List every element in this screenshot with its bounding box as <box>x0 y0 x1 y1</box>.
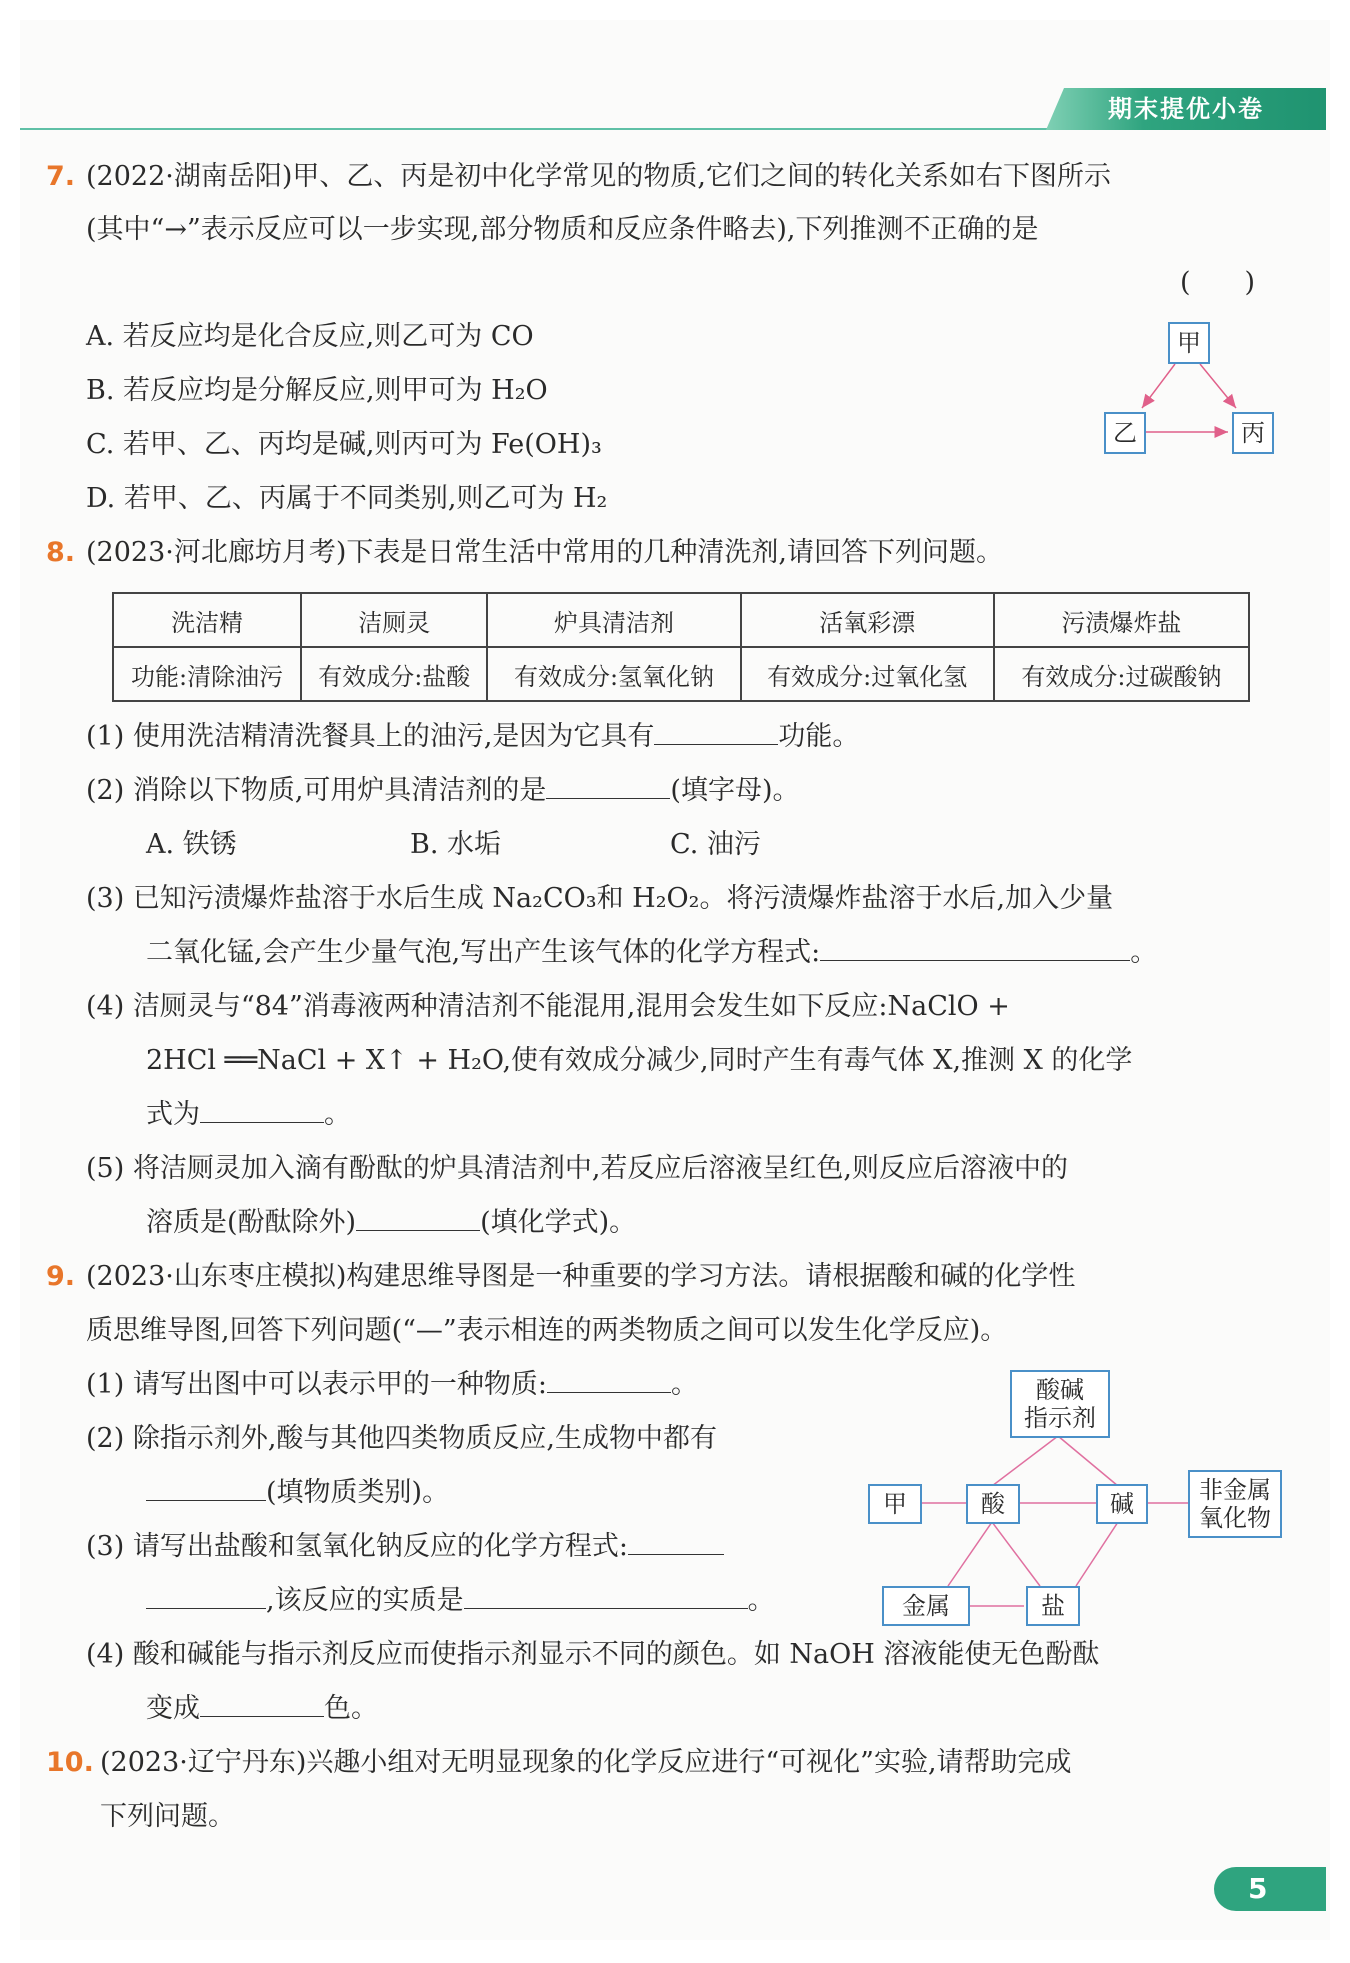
page-number: 5 <box>1248 1872 1268 1905</box>
q7-option-d: D. 若甲、乙、丙属于不同类别,则乙可为 H₂ <box>86 483 608 514</box>
q8-option-b: B. 水垢 <box>410 829 502 860</box>
q8-part4-text: 式为 <box>146 1099 200 1130</box>
table-header-cell: 洗洁精 <box>113 593 301 647</box>
question-7-line1: (2022·湖南岳阳)甲、乙、丙是初中化学常见的物质,它们之间的转化关系如右下图所示 <box>86 161 1111 192</box>
q9-node-indicator-l1: 酸碱 <box>1036 1376 1084 1404</box>
q9-part2-line1: (2) 除指示剂外,酸与其他四类物质反应,生成物中都有 <box>86 1423 717 1454</box>
q7-option-c: C. 若甲、乙、丙均是碱,则丙可为 Fe(OH)₃ <box>86 429 602 460</box>
table-header-cell: 洁厕灵 <box>301 593 487 647</box>
q9-part4-end: 色。 <box>324 1693 378 1724</box>
q9-part4-text: 变成 <box>146 1693 200 1724</box>
q8-part5-text: 溶质是(酚酞除外) <box>146 1207 357 1238</box>
table-cell: 功能:清除油污 <box>113 647 301 701</box>
q9-part1-text: (1) 请写出图中可以表示甲的一种物质: <box>86 1369 547 1400</box>
q9-node-nonmetal-oxide <box>1188 1470 1282 1538</box>
q9-part1-end: 。 <box>670 1369 698 1400</box>
q9-node-salt: 盐 <box>1026 1586 1080 1626</box>
question-10-line1: (2023·辽宁丹东)兴趣小组对无明显现象的化学反应进行“可视化”实验,请帮助完成 <box>100 1747 1072 1778</box>
q8-part1-end: 功能。 <box>778 721 860 752</box>
q9-part3-text: (3) 请写出盐酸和氢氧化钠反应的化学方程式: <box>86 1531 628 1562</box>
q9-node-jia: 甲 <box>868 1484 922 1524</box>
q9-node-metal: 金属 <box>882 1586 970 1626</box>
table-header-cell: 活氧彩漂 <box>741 593 994 647</box>
question-8-number: 8. <box>46 537 76 568</box>
q9-node-nonmetal-l2: 氧化物 <box>1199 1504 1271 1532</box>
q8-part3-text: 二氧化锰,会产生少量气泡,写出产生该气体的化学方程式: <box>146 937 821 968</box>
question-9-number: 9. <box>46 1261 76 1292</box>
q9-node-indicator <box>1010 1370 1110 1438</box>
table-cell: 有效成分:过碳酸钠 <box>994 647 1249 701</box>
q8-part3-end: 。 <box>1130 937 1158 968</box>
question-7-line2: (其中“→”表示反应可以一步实现,部分物质和反应条件略去),下列推测不正确的是 <box>86 214 1039 245</box>
q9-node-base: 碱 <box>1096 1484 1148 1524</box>
question-7-number: 7. <box>46 161 76 192</box>
table-cell: 有效成分:氢氧化钠 <box>487 647 740 701</box>
q8-part4-end: 。 <box>324 1099 351 1130</box>
q8-part5-line1: (5) 将洁厕灵加入滴有酚酞的炉具清洁剂中,若反应后溶液呈红色,则反应后溶液中的 <box>86 1153 1068 1184</box>
question-9-line2: 质思维导图,回答下列问题(“—”表示相连的两类物质之间可以发生化学反应)。 <box>86 1315 1008 1346</box>
question-8-stem: (2023·河北廊坊月考)下表是日常生活中常用的几种清洗剂,请回答下列问题。 <box>86 537 1003 568</box>
q8-part1-text: (1) 使用洗洁精清洗餐具上的油污,是因为它具有 <box>86 721 655 752</box>
answer-bracket[interactable]: ( ) <box>1180 267 1256 298</box>
q7-node-yi: 乙 <box>1104 412 1146 454</box>
q8-option-c: C. 油污 <box>670 829 761 860</box>
q8-part4-line2: 2HCl ══NaCl + X↑ + H₂O,使有效成分减少,同时产生有毒气体 X,推测 X 的化学 <box>146 1045 1133 1076</box>
q9-node-indicator-l2: 指示剂 <box>1024 1404 1096 1432</box>
q8-part2-text: (2) 消除以下物质,可用炉具清洁剂的是 <box>86 775 547 806</box>
q8-part4-line1: (4) 洁厕灵与“84”消毒液两种清洁剂不能混用,混用会发生如下反应:NaClO + <box>86 991 1010 1022</box>
q9-part3-end: 。 <box>747 1585 775 1616</box>
q9-node-acid: 酸 <box>966 1484 1020 1524</box>
q7-option-a: A. 若反应均是化合反应,则乙可为 CO <box>86 321 534 352</box>
q7-node-bing: 丙 <box>1232 412 1274 454</box>
q9-part2-text: (填物质类别)。 <box>266 1477 450 1508</box>
q8-part5-end: (填化学式)。 <box>480 1207 637 1238</box>
table-cell: 有效成分:盐酸 <box>301 647 487 701</box>
header-tab-label: 期末提优小卷 <box>1108 95 1264 123</box>
table-cell: 有效成分:过氧化氢 <box>741 647 994 701</box>
q7-node-jia: 甲 <box>1168 322 1210 364</box>
table-header-cell: 污渍爆炸盐 <box>994 593 1249 647</box>
q7-option-b: B. 若反应均是分解反应,则甲可为 H₂O <box>86 375 548 406</box>
q8-option-a: A. 铁锈 <box>146 829 237 860</box>
q9-part3-text2: ,该反应的实质是 <box>266 1585 464 1616</box>
q8-part3-line1: (3) 已知污渍爆炸盐溶于水后生成 Na₂CO₃和 H₂O₂。将污渍爆炸盐溶于水后,加入少量 <box>86 883 1114 914</box>
q9-node-nonmetal-l1: 非金属 <box>1199 1476 1271 1504</box>
question-10-number: 10. <box>46 1747 94 1778</box>
q8-part2-end: (填字母)。 <box>670 775 800 806</box>
table-header-cell: 炉具清洁剂 <box>487 593 740 647</box>
q9-part4-line1: (4) 酸和碱能与指示剂反应而使指示剂显示不同的颜色。如 NaOH 溶液能使无色酚酞 <box>86 1639 1100 1670</box>
question-9-line1: (2023·山东枣庄模拟)构建思维导图是一种重要的学习方法。请根据酸和碱的化学性 <box>86 1261 1076 1292</box>
page-number-badge <box>1214 1867 1326 1911</box>
question-10-line2: 下列问题。 <box>100 1801 235 1832</box>
